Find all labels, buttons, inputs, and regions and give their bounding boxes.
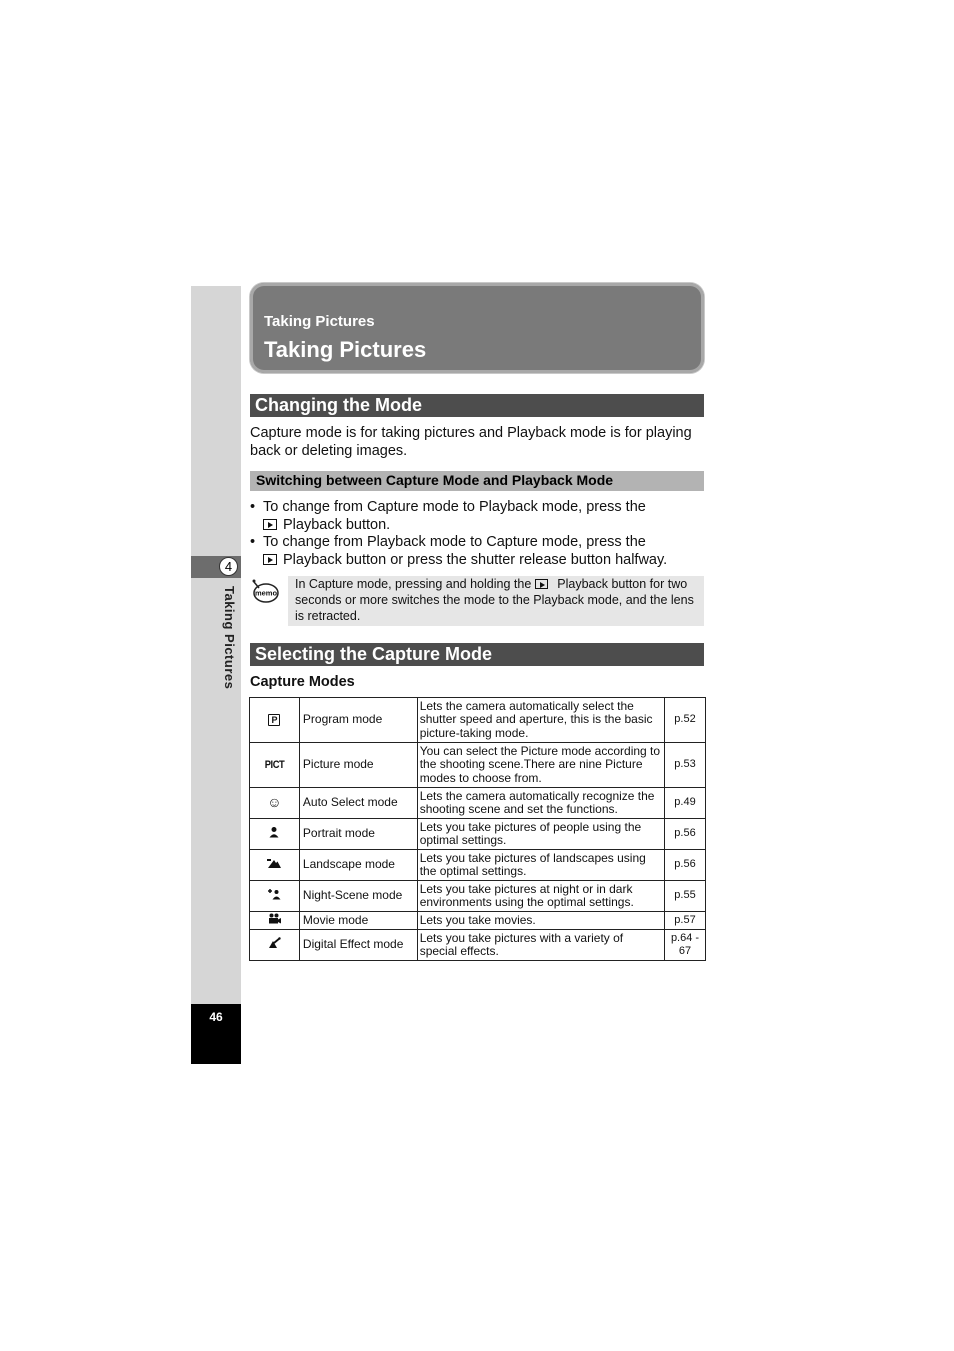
movie-icon xyxy=(268,913,281,924)
memo-icon-label: memo xyxy=(254,588,278,598)
banner-subtitle: Taking Pictures xyxy=(264,313,375,330)
intro-line-1: Capture mode is for taking pictures and Playback mode is for playing xyxy=(250,425,692,441)
bullet-marker-2: • xyxy=(250,534,256,550)
chapter-label: Taking Pictures xyxy=(222,586,237,690)
picture-mode-icon: PICT xyxy=(264,758,285,771)
memo-icon xyxy=(251,578,279,604)
bullet-2-line-1: To change from Playback mode to Capture mode, press the xyxy=(263,534,646,550)
mode-icon-cell xyxy=(250,881,300,912)
table-row xyxy=(250,698,706,743)
bullet-1-line-2-text: Playback button. xyxy=(283,517,391,533)
mode-page-ref: p.52 xyxy=(665,698,706,743)
playback-icon xyxy=(535,579,548,589)
memo-line-1 xyxy=(295,576,700,592)
mode-page-ref: p.56 xyxy=(665,819,706,850)
mode-icon-cell xyxy=(250,788,300,819)
mode-icon-cell xyxy=(250,743,300,788)
mode-name: Portrait mode xyxy=(299,819,417,850)
table-row xyxy=(250,881,706,912)
playback-icon xyxy=(263,519,277,530)
section-heading-changing-mode: Changing the Mode xyxy=(250,394,704,417)
mode-name: Program mode xyxy=(299,698,417,743)
chapter-number: 4 xyxy=(219,557,238,576)
mode-page-ref: p.49 xyxy=(665,788,706,819)
mode-page-ref: p.55 xyxy=(665,881,706,912)
capture-modes-heading: Capture Modes xyxy=(250,674,355,690)
mode-name: Picture mode xyxy=(299,743,417,788)
program-mode-icon: P xyxy=(268,714,280,726)
subsection-heading-switching: Switching between Capture Mode and Playback Mode xyxy=(250,471,704,491)
mode-icon-cell xyxy=(250,912,300,930)
memo-line-1b: Playback button for two xyxy=(557,577,688,591)
mode-page-ref: p.53 xyxy=(665,743,706,788)
mode-icon-cell xyxy=(250,819,300,850)
mode-description: Lets you take pictures with a variety of special effects. xyxy=(417,930,664,961)
memo-line-2: seconds or more switches the mode to the Playback mode, and the lens xyxy=(295,593,694,607)
capture-modes-table xyxy=(249,697,706,961)
mode-icon-cell xyxy=(250,850,300,881)
mode-description: Lets the camera automatically select the shutter speed and aperture, this is the basic picture-taking mode. xyxy=(417,698,664,743)
mode-name: Auto Select mode xyxy=(299,788,417,819)
mode-description: Lets the camera automatically recognize the shooting scene and set the functions. xyxy=(417,788,664,819)
bullet-marker-1: • xyxy=(250,499,256,515)
table-row xyxy=(250,930,706,961)
mode-page-ref: p.57 xyxy=(665,912,706,930)
table-row xyxy=(250,788,706,819)
mode-name: Movie mode xyxy=(299,912,417,930)
memo-line-3: is retracted. xyxy=(295,609,361,623)
mode-page-ref: p.56 xyxy=(665,850,706,881)
intro-line-2: back or deleting images. xyxy=(250,443,408,459)
memo-line-1a: In Capture mode, pressing and holding the xyxy=(295,577,532,591)
table-row xyxy=(250,819,706,850)
table-row xyxy=(250,850,706,881)
bullet-1-line-1: To change from Capture mode to Playback mode, press the xyxy=(263,499,646,515)
mode-description: Lets you take movies. xyxy=(417,912,664,930)
mode-description: Lets you take pictures at night or in dark environments using the optimal settings. xyxy=(417,881,664,912)
auto-select-icon: ☺ xyxy=(267,793,282,810)
mode-icon-cell xyxy=(250,698,300,743)
memo-text xyxy=(295,576,700,624)
section-heading-selecting-capture: Selecting the Capture Mode xyxy=(250,643,704,666)
playback-icon xyxy=(263,554,277,565)
table-row xyxy=(250,743,706,788)
mode-page-ref: p.64 - 67 xyxy=(665,930,706,961)
bullet-2-line-2 xyxy=(263,551,667,569)
mode-name: Landscape mode xyxy=(299,850,417,881)
mode-description: Lets you take pictures of people using the optimal settings. xyxy=(417,819,664,850)
bullet-1-line-2 xyxy=(263,516,390,534)
table-row xyxy=(250,912,706,930)
page-number: 46 xyxy=(209,1010,223,1024)
mode-description: Lets you take pictures of landscapes using the optimal settings. xyxy=(417,850,664,881)
mode-name: Night-Scene mode xyxy=(299,881,417,912)
digital-effect-icon xyxy=(268,937,281,949)
page-title: Taking Pictures xyxy=(264,337,427,362)
portrait-icon xyxy=(268,826,280,838)
mode-description: You can select the Picture mode according to the shooting scene.There are nine Picture modes to choose from. xyxy=(417,743,664,788)
bullet-2-line-2-text: Playback button or press the shutter release button halfway. xyxy=(283,552,668,568)
landscape-icon xyxy=(267,857,281,869)
night-scene-icon xyxy=(267,888,281,900)
mode-name: Digital Effect mode xyxy=(299,930,417,961)
mode-icon-cell xyxy=(250,930,300,961)
